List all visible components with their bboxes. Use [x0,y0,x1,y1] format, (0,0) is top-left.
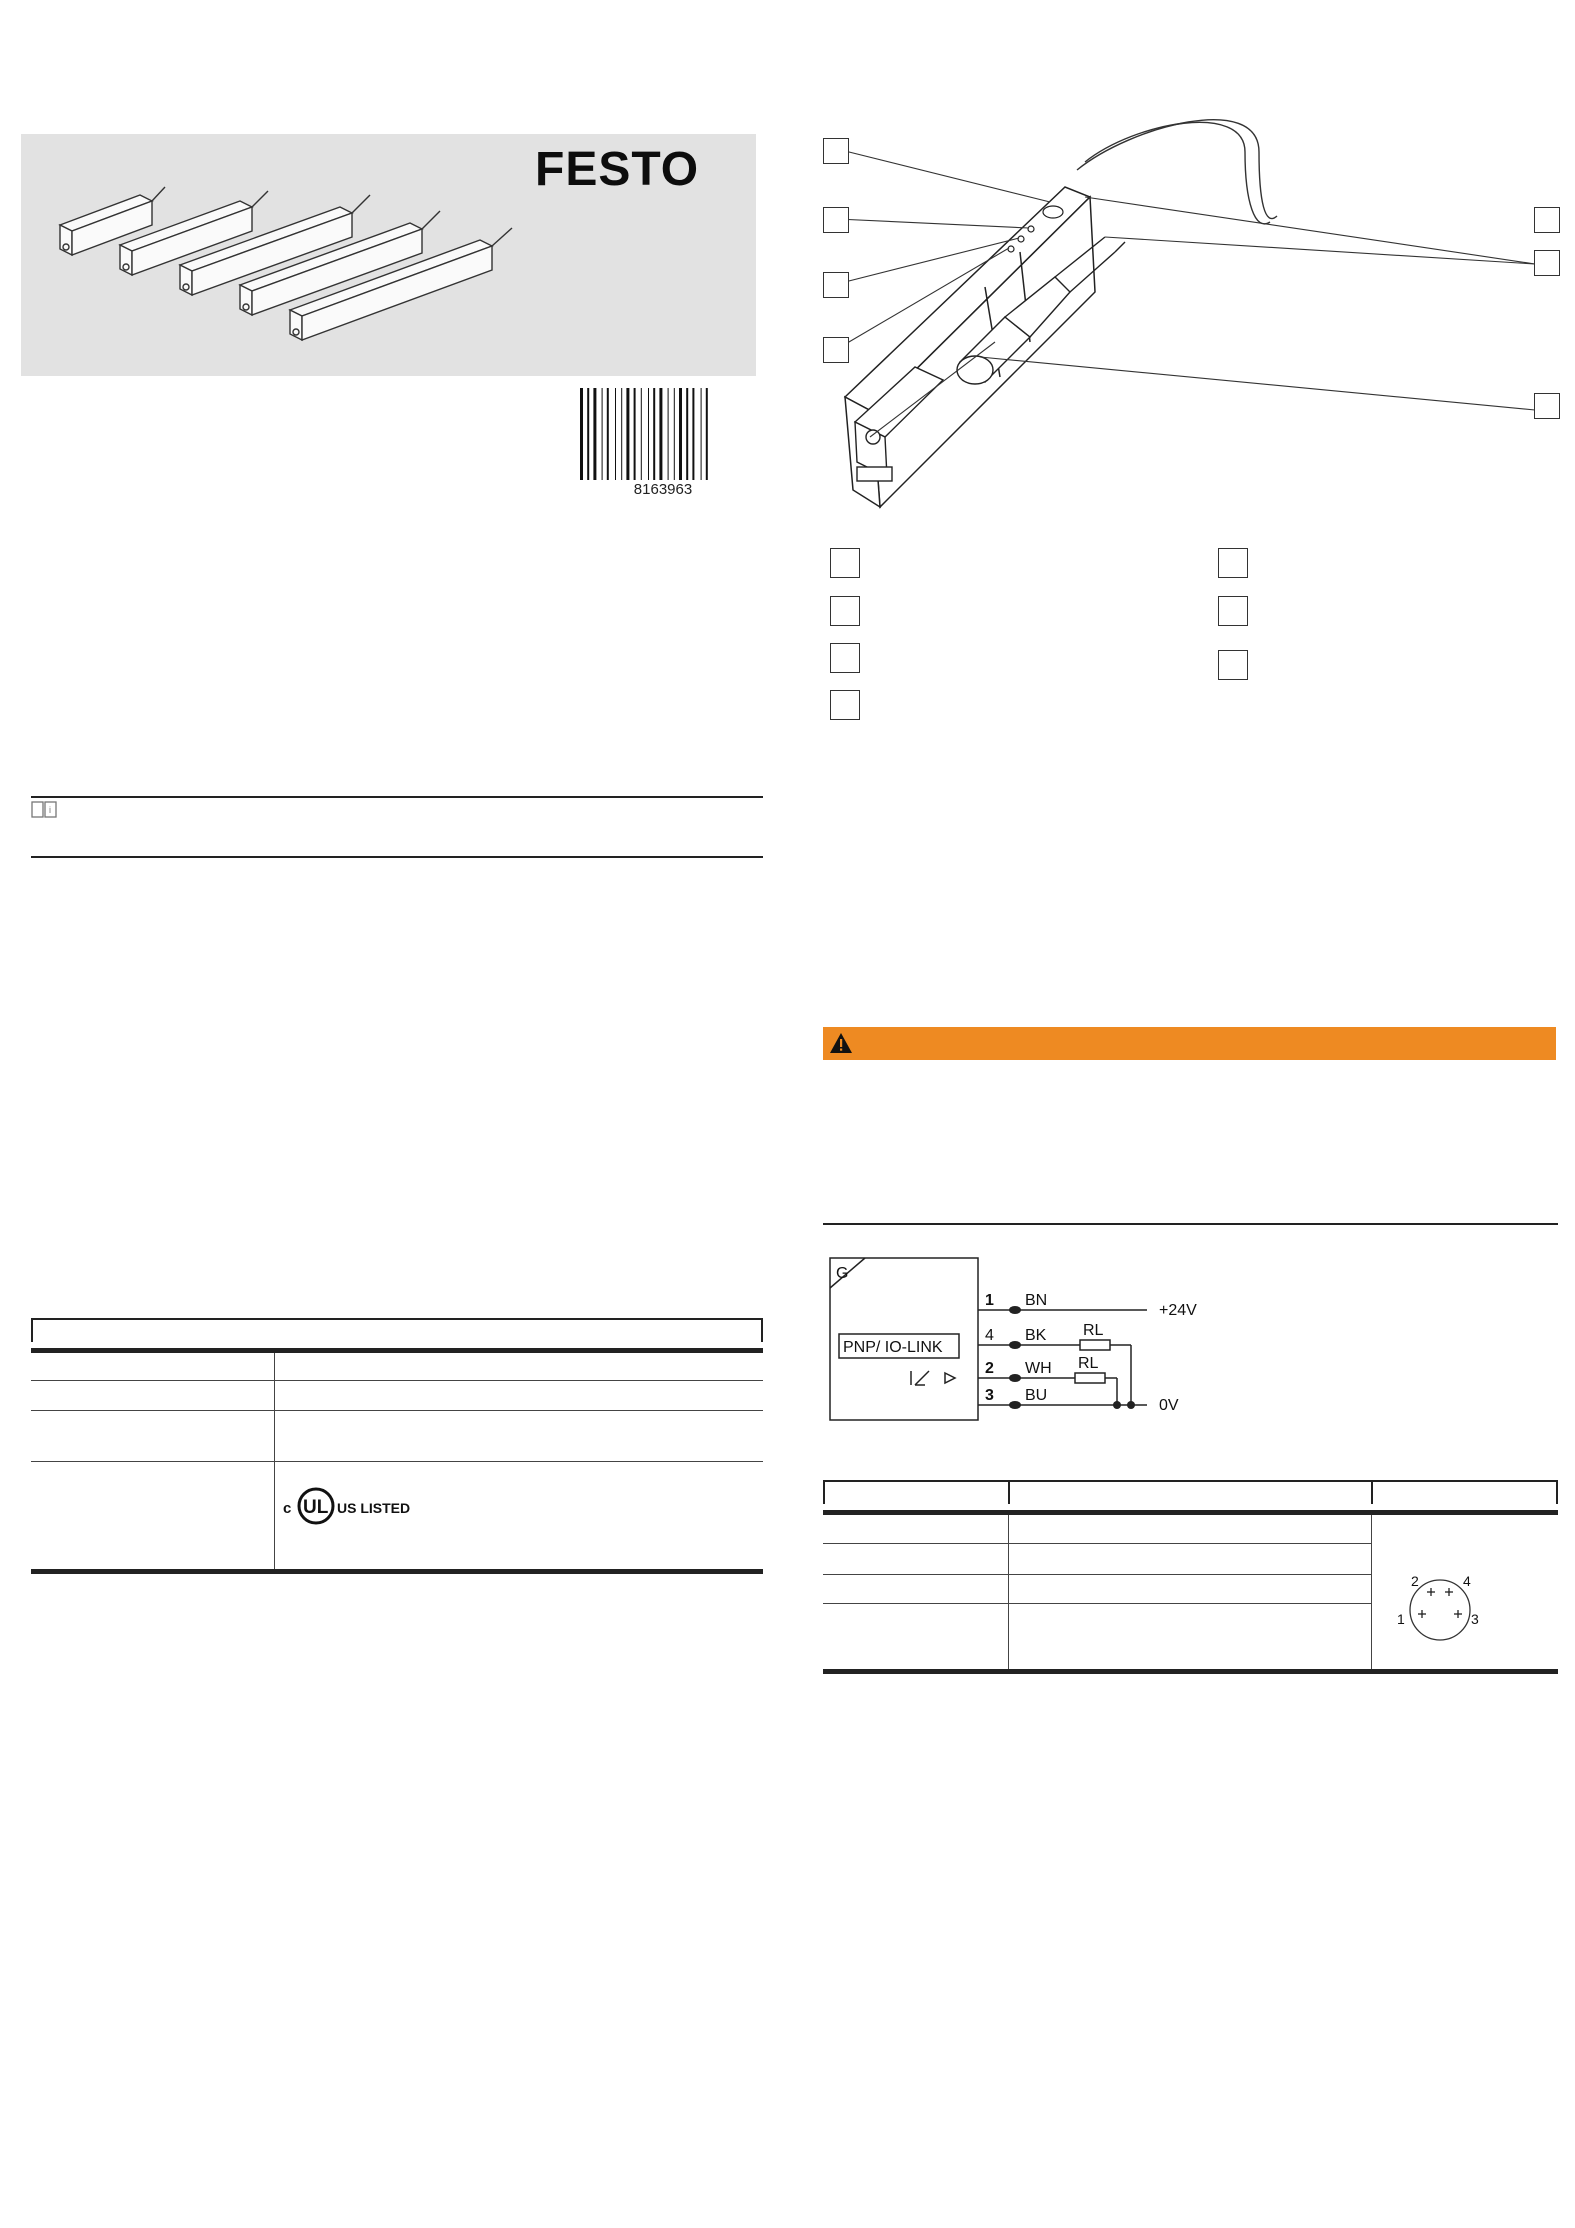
callout-box [1534,393,1560,419]
legend-box [1218,548,1248,578]
legend-box [1218,650,1248,680]
warning-icon [829,1031,853,1055]
pin-label: 3 [1471,1611,1479,1627]
section-rule [31,796,763,798]
ul-listed-text: US LISTED [337,1500,411,1516]
section-rule [823,1223,1558,1225]
wire-color: BK [1025,1327,1047,1344]
product-illustration [50,140,530,370]
pin-num: 4 [985,1327,994,1344]
pin-label: 4 [1463,1573,1471,1589]
wire-color: BU [1025,1387,1048,1404]
pin-num: 2 [985,1360,994,1377]
box-label: G [836,1265,849,1282]
supply-positive: +24V [1159,1302,1197,1319]
callout-box [823,337,849,363]
ul-logo-text: UL [303,1497,329,1518]
book-icon [31,800,57,822]
callout-box [1534,250,1560,276]
supply-negative: 0V [1159,1397,1179,1414]
wire-color: WH [1025,1360,1052,1377]
pin-num: 3 [985,1387,994,1404]
warning-bar [823,1027,1556,1060]
legend-box [830,548,860,578]
pin-label: 2 [1411,1573,1419,1589]
callout-box [1534,207,1560,233]
load-label: RL [1078,1355,1099,1372]
wire-color: BN [1025,1292,1048,1309]
barcode-number: 8163963 [633,481,693,498]
callout-box [823,138,849,164]
legend-box [830,596,860,626]
barcode-icon [578,388,748,480]
interface-label: PNP/ IO-LINK [843,1339,943,1356]
load-label: RL [1083,1322,1104,1339]
svg-text:i: i [49,805,51,815]
pin-label: 1 [1397,1611,1405,1627]
legend-box [830,643,860,673]
wiring-diagram [825,1253,1230,1425]
ul-c-text: c [283,1500,292,1517]
connector-pinout-icon [1385,1562,1495,1652]
festo-logo: FESTO [535,143,700,196]
legend-box [830,690,860,720]
callout-box [823,272,849,298]
legend-box [1218,596,1248,626]
callout-box [823,207,849,233]
section-rule [31,856,763,858]
pin-num: 1 [985,1292,994,1309]
sensor-illustration [815,112,1560,512]
ul-mark-icon [281,1481,441,1529]
